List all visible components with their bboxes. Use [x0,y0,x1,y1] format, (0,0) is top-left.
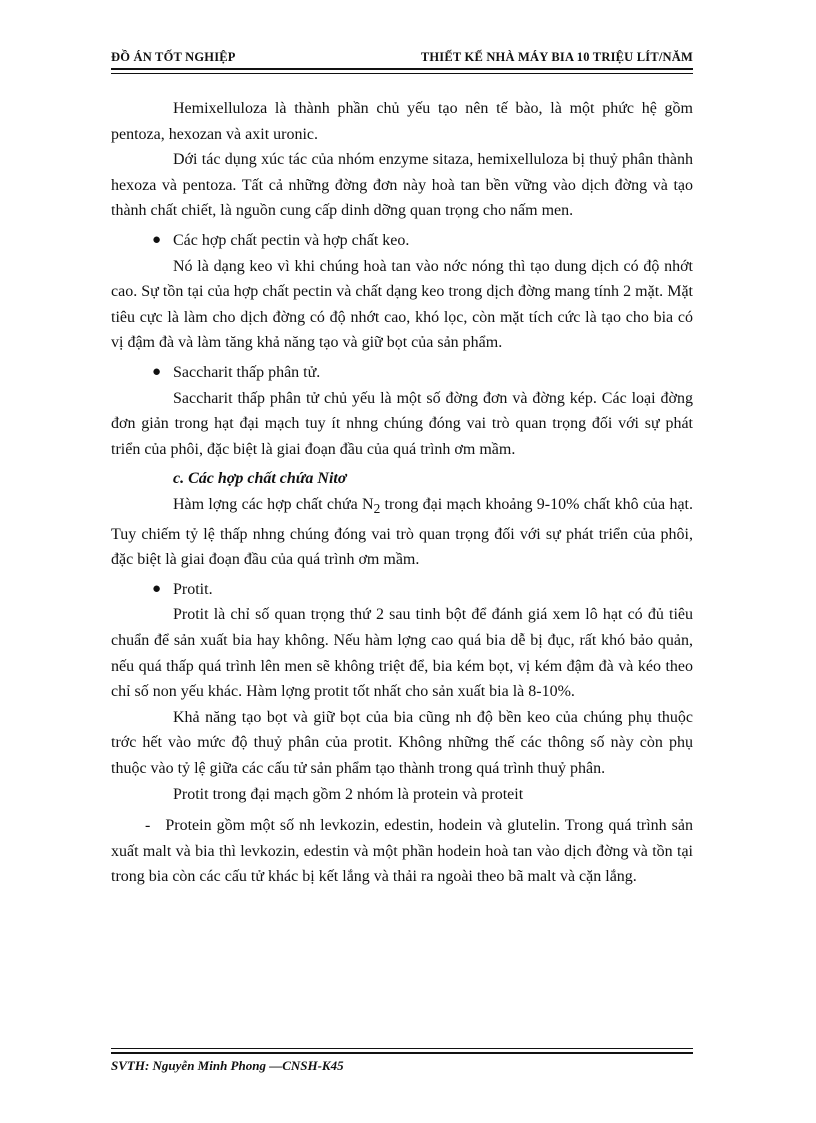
paragraph: Nó là dạng keo vì khi chúng hoà tan vào nớc nóng thì tạo dung dịch có độ nhớt cao. Sự tồn tại của hợp chất pectin và chất dạng keo trong dịch đờng mang tính 2 mặt. Mặt tiêu cực là làm cho dịch đờng có độ nhớt cao, khó lọc, còn mặt tích cức là tạo cho bia có vị đậm đà và làm tăng khả năng tạo và giữ bọt của sản phẩm. [111,257,693,352]
page-header [111,50,693,66]
page-footer: SVTH: Nguyễn Minh Phong —CNSH-K45 [111,1058,344,1073]
paragraph-text: Hàm lợng các hợp chất chứa N [173,495,374,513]
bullet-icon: ● [152,363,162,380]
document-body [111,96,693,890]
bullet-item [111,228,693,254]
bullet-icon: ● [152,231,162,248]
bullet-icon: ● [152,580,162,597]
dash-item [111,813,693,890]
bullet-item [111,360,693,386]
header-right-title: THIẾT KẾ NHÀ MÁY BIA 10 TRIỆU LÍT/NĂM [420,50,693,64]
paragraph: Protit trong đại mạch gồm 2 nhóm là protein và proteit [173,785,524,803]
footer-rule-thin [111,1048,693,1049]
header-left-title: ĐỒ ÁN TỐT NGHIỆP [111,50,236,64]
paragraph [111,492,693,573]
subscript: 2 [373,501,381,517]
dash-text: Protein gồm một số nh levkozin, edestin, hodein và glutelin. Trong quá trình sản xuất malt và bia thì levkozin, edestin và một phần hodein hoà tan vào dịch đờng và tồn tại trong bia còn các cấu tử khác bị kết lắng và thải ra ngoài theo bã malt và cặn lắng. [111,817,694,886]
bullet-text: Saccharit thấp phân tử. [173,363,321,381]
bullet-text: Protit. [173,580,213,598]
paragraph-text: trong đại mạch khoảng 9-10% chất khô của hạt. Tuy chiếm tỷ lệ thấp nhng chúng đóng vai trò quan trọng đối với sự phát triển của phôi, đặc biệt là giai đoạn đầu của quá trình ơm mầm. [111,495,693,569]
paragraph: Saccharit thấp phân tử chủ yếu là một số đờng đơn và đờng kép. Các loại đờng đơn giản trong hạt đại mạch tuy ít nhng chúng đóng vai trò quan trọng đối với sự phát triển của phôi, đặc biệt là giai đoạn đầu của quá trình ơm mầm. [111,389,693,458]
header-rule-thick [111,68,693,70]
header-rule-thin [111,73,693,74]
dash-marker: - [145,817,151,835]
paragraph: Hemixelluloza là thành phần chủ yếu tạo nên tế bào, là một phức hệ gồm pentoza, hexozan và axit uronic. [111,100,693,143]
paragraph: Khả năng tạo bọt và giữ bọt của bia cũng nh độ bền keo của chúng phụ thuộc trớc hết vào mức độ thuỷ phân của protit. Không những thế các thông số này còn phụ thuộc vào tỷ lệ giữa các cấu tử sản phẩm tạo thành trong quá trình thuỷ phân. [111,708,693,778]
footer-rule-thick [111,1052,693,1054]
section-subheading: c. Các hợp chất chứa Nitơ [173,470,347,488]
bullet-text: Các hợp chất pectin và hợp chất keo. [173,231,410,249]
bullet-item [111,577,693,603]
paragraph: Protit là chỉ số quan trọng thứ 2 sau tinh bột để đánh giá xem lô hạt có đủ tiêu chuẩn để sản xuất bia hay không. Nếu hàm lợng cao quá bia dễ bị đục, rất khó bảo quản, nếu quá thấp quá trình lên men sẽ không triệt để, bia kém bọt, vị kém đậm đà và kéo theo chỉ số non yếu khác. Hàm lợng protit tốt nhất cho sản xuất bia là 8-10%. [111,606,693,701]
paragraph: Dới tác dụng xúc tác của nhóm enzyme sitaza, hemixelluloza bị thuỷ phân thành hexoza và pentoza. Tất cả những đờng đơn này hoà tan bền vững vào dịch đờng và tạo thành chất chiết, là nguồn cung cấp dinh dỡng quan trọng cho nấm men. [111,151,693,220]
